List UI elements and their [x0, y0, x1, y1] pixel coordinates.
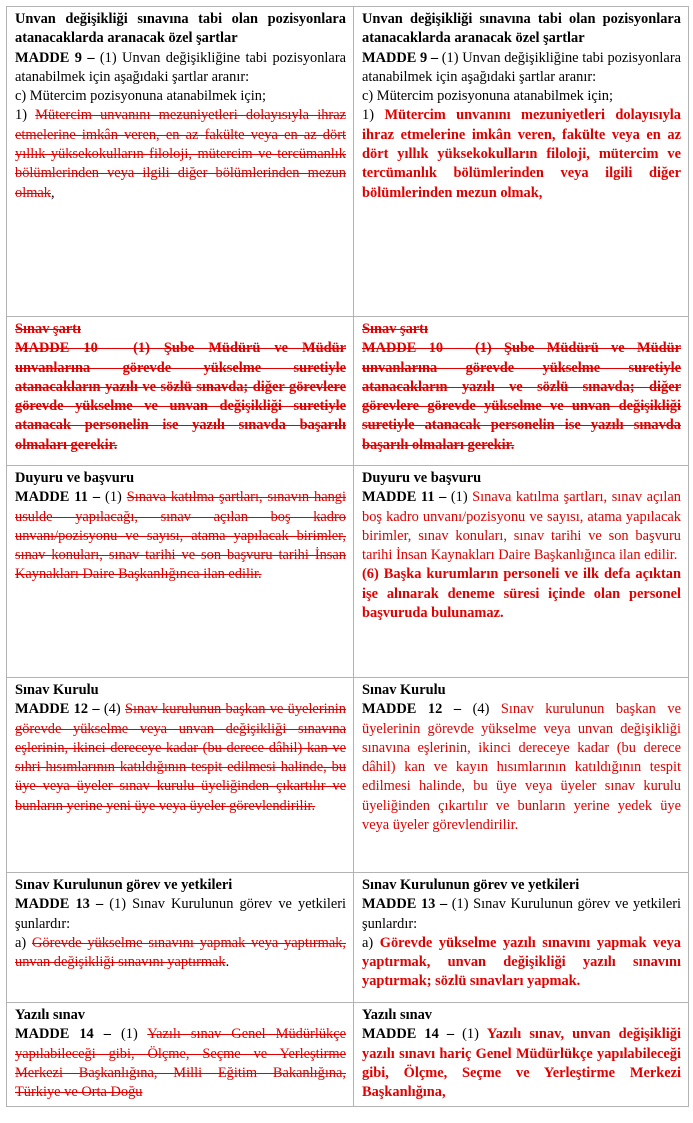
article-heading: Sınav Kurulu [15, 682, 99, 698]
amended-text: Görevde yükselme yazılı sınavını yapmak veya yaptırmak, unvan değişikliği yazılı sınavını yaptırmak; sözlü sınavları yapmak. [362, 934, 682, 990]
table-row [7, 873, 689, 1003]
article-heading: Unvan değişikliği sınavına tabi olan pozisyonlara atanacaklarda aranacak özel şartlar [15, 11, 346, 47]
article-body [362, 1025, 681, 1102]
amended-text: Yazılı sınav, unvan değişikliği yazılı sınavı hariç Genel Müdürlükçe yapılabileceği gibi, Ölçme, Seçme ve Yerleştirme Merkezi Başkanlığına, [362, 1026, 681, 1101]
old-text-cell [7, 873, 354, 1003]
table-row [7, 7, 689, 317]
article-body [362, 49, 681, 88]
article-heading: Unvan değişikliği sınavına tabi olan pozisyonlara atanacaklarda aranacak özel şartlar [362, 11, 681, 47]
paragraph-number: (1) [462, 1026, 487, 1043]
article-body [362, 488, 681, 565]
subitem [362, 106, 681, 202]
item-number: 1) [15, 107, 36, 124]
item-number: 1) [362, 107, 385, 124]
deleted-text: MADDE 10 – (1) Şube Müdürü ve Müdür unvanlarına görevde yükselme suretiyle atanacakların yazılı ve sözlü sınavda; diğer görevlere görevde yükselme ve unvan değişikliği suretiyle atanacak personelin ise yazılı sınavda başarılı olmaları gerekir. [362, 340, 681, 453]
amended-text: Sınava katılma şartları, sınav açılan boş kadro unvanı/pozisyonu ve sayısı, atama yapılacak birimler, sınav konuları, sınav tarihi ve son başvuru tarihi İnsan Kaynakları Daire Başkanlığınca ilan edilir. [362, 489, 681, 564]
added-paragraph: (6) Başka kurumların personeli ve ilk defa açıktan işe alınarak deneme süresi içinde olan personel başvuruda bulunamaz. [362, 566, 681, 622]
article-heading: Sınav Kurulunun görev ve yetkileri [362, 877, 580, 893]
dash: – [435, 896, 452, 913]
subitem [362, 934, 681, 992]
article-heading: Duyuru ve başvuru [15, 470, 135, 486]
old-text-cell [7, 678, 354, 873]
paragraph-number: (1) [120, 1026, 148, 1043]
article-body [15, 700, 346, 816]
article-heading: Sınav Kurulu [362, 682, 446, 698]
amended-text: Sınav kurulunun başkan ve üyelerinin görevde yükselme veya unvan değişikliği sınavına eşlerinin, ikinci dereceye kadar (bu derece dâhil) kan ve kayın hısımlarının katıldığının tespit edilmesi halinde, bu üye veya üyeler sınav kurulu üyeliğinden çıkartılır ve bunların yerine yedek üye veya üyeler görevlendirilir. [362, 701, 681, 834]
paragraph-number: (1) [450, 489, 473, 506]
article-number: MADDE 13 [362, 896, 436, 913]
item-number: a) [15, 934, 32, 951]
paragraph-text: (1) Sınav Kurulunun görev ve yetkileri şunlardır: [362, 896, 681, 932]
dash: – [442, 701, 473, 718]
old-text-cell [7, 1003, 354, 1107]
new-text-cell [354, 678, 689, 873]
item-line: c) Mütercim pozisyonuna atanabilmek için; [362, 88, 613, 105]
item-number: a) [362, 934, 380, 951]
new-text-cell [354, 1003, 689, 1107]
table-row [7, 678, 689, 873]
deleted-text: Görevde yükselme sınavını yapmak veya yaptırmak, unvan değişikliği sınavını yaptırmak [15, 934, 346, 971]
article-number: MADDE 12 [15, 701, 89, 718]
article-number: MADDE 9 [15, 49, 82, 66]
article-number: MADDE 9 [362, 49, 428, 66]
paragraph-number: (4) [472, 701, 501, 718]
article-heading: Sınav şartı [362, 321, 428, 337]
article-number: MADDE 14 [362, 1026, 439, 1043]
paragraph-number: (1) [105, 489, 127, 506]
dash: – [93, 1026, 121, 1043]
paragraph-text: (1) Sınav Kurulunun görev ve yetkileri şunlardır: [15, 896, 346, 932]
deleted-text: MADDE 10 – (1) Şube Müdürü ve Müdür unvanlarına görevde yükselme suretiyle atanacakların yazılı ve sözlü sınavda; diğer görevlere görevde yükselme ve unvan değişikliği suretiyle atanacak personelin ise yazılı sınavda başarılı olmaları gerekir. [15, 340, 346, 453]
dash: – [81, 49, 100, 66]
new-text-cell [354, 317, 689, 466]
paragraph-number: (4) [103, 701, 125, 718]
article-number: MADDE 12 [362, 701, 443, 718]
article-body [362, 895, 681, 934]
new-text-cell [354, 7, 689, 317]
new-text-cell [354, 466, 689, 678]
article-number: MADDE 11 [362, 489, 435, 506]
article-number: MADDE 11 [15, 489, 88, 506]
article-body [15, 895, 346, 934]
new-text-cell [354, 873, 689, 1003]
article-heading: Sınav şartı [15, 321, 81, 337]
dash: – [88, 701, 104, 718]
article-body [15, 488, 346, 584]
article-body [362, 700, 681, 835]
table-row [7, 1003, 689, 1107]
article-heading: Yazılı sınav [15, 1007, 85, 1023]
paragraph-text: (1) Unvan değişikliğine tabi pozisyonlara atanabilmek için aşağıdaki şartlar aranır: [15, 49, 346, 85]
article-heading: Yazılı sınav [362, 1007, 432, 1023]
deleted-text: Sınav kurulunun başkan ve üyelerinin görevde yükselme veya unvan değişikliği sınavına eşlerinin, ikinci dereceye kadar (bu derece dâhil) kan ve sıhri hısımlarının katıldığının tespit edilmesi halinde, bu üye veya üyeler sınav kurulu üyeliğinden çıkartılır ve bunların yerine yeni üye veya üyeler görevlendirilir. [15, 701, 347, 814]
dash: – [438, 1026, 463, 1043]
punctuation: , [50, 184, 55, 201]
table-row [7, 466, 689, 678]
dash: – [87, 489, 106, 506]
item-line: c) Mütercim pozisyonuna atanabilmek için; [15, 88, 266, 105]
deleted-text: Sınava katılma şartları, sınavın hangi usulde yapılacağı, sınav açılan boş kadro unvanı/pozisyonu ve sayısı, atama yapılacak birimler, sınav konuları, sınav tarihi ve son başvuru tarihi İnsan Kaynakları Daire Başkanlığınca ilan edilir. [15, 489, 346, 583]
amended-text: Mütercim unvanını mezuniyetleri dolayısıyla ihraz etmelerine imkân veren, fakülte veya en az dört yıllık yüksekokulların filoloji, mütercim ve tercümanlık bölümlerinden veya ilgili diğer bölümlerinden mezun olmak, [362, 107, 681, 201]
subitem [15, 106, 346, 202]
article-heading: Duyuru ve başvuru [362, 470, 482, 486]
article-body [15, 49, 346, 88]
old-text-cell [7, 7, 354, 317]
dash: – [427, 49, 442, 66]
subitem [15, 934, 346, 973]
article-number: MADDE 14 [15, 1026, 94, 1043]
dash: – [434, 489, 451, 506]
article-number: MADDE 13 [15, 896, 90, 913]
article-body [15, 1025, 346, 1102]
table-row [7, 317, 689, 466]
paragraph-text: (1) Unvan değişikliğine tabi pozisyonlara atanabilmek için aşağıdaki şartlar aranır: [362, 49, 682, 85]
comparison-table [6, 6, 689, 1107]
deleted-text: Yazılı sınav Genel Müdürlükçe yapılabileceği gibi, Ölçme, Seçme ve Yerleştirme Merkezi Başkanlığına, Milli Eğitim Bakanlığına, Türkiye ve Orta Doğu [15, 1026, 346, 1101]
article-heading: Sınav Kurulunun görev ve yetkileri [15, 877, 233, 893]
old-text-cell [7, 317, 354, 466]
punctuation: . [225, 954, 230, 971]
deleted-text: Mütercim unvanını mezuniyetleri dolayısıyla ihraz etmelerine imkân veren, en az fakülte veya en az dört yıllık yüksekokulların filoloji, mütercim ve tercümanlık bölümlerinden veya ilgili diğer bölümlerinden mezun olmak [15, 107, 346, 201]
dash: – [89, 896, 110, 913]
old-text-cell [7, 466, 354, 678]
